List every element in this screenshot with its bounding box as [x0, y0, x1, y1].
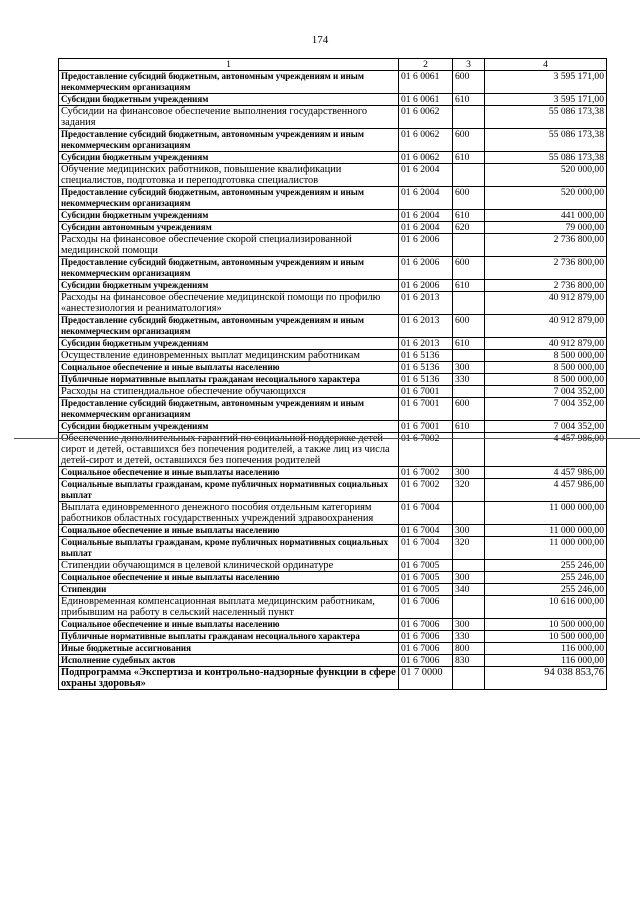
row-amount: 255 246,00: [485, 560, 607, 572]
row-code: 01 6 2006: [399, 280, 453, 292]
row-expense-type: 600: [453, 257, 485, 280]
table-row: [59, 374, 607, 386]
row-code: 01 6 2013: [399, 315, 453, 338]
row-code: 01 6 7004: [399, 537, 453, 560]
row-name: Субсидии бюджетным учреждениям: [59, 152, 399, 164]
row-amount: 7 004 352,00: [485, 398, 607, 421]
table-row: [59, 350, 607, 362]
row-amount: 116 000,00: [485, 655, 607, 667]
row-amount: 520 000,00: [485, 187, 607, 210]
row-name: Расходы на стипендиальное обеспечение обучающихся: [59, 386, 399, 398]
row-amount: 55 086 173,38: [485, 152, 607, 164]
table-row: [59, 292, 607, 315]
table-row: [59, 257, 607, 280]
header-col-2: 2: [399, 59, 453, 71]
row-code: 01 6 7006: [399, 631, 453, 643]
table-row: [59, 502, 607, 525]
table-row: [59, 525, 607, 537]
row-expense-type: 340: [453, 584, 485, 596]
budget-table: [58, 58, 607, 690]
row-name: Осуществление единовременных выплат медицинским работникам: [59, 350, 399, 362]
table-row: [59, 467, 607, 479]
row-amount: 94 038 853,76: [485, 667, 607, 690]
row-name: Субсидии бюджетным учреждениям: [59, 94, 399, 106]
row-code: 01 6 7006: [399, 655, 453, 667]
row-amount: 40 912 879,00: [485, 292, 607, 315]
row-expense-type: [453, 667, 485, 690]
row-expense-type: 300: [453, 572, 485, 584]
row-code: 01 6 0061: [399, 94, 453, 106]
row-code: 01 6 7001: [399, 421, 453, 433]
row-name: Социальное обеспечение и иные выплаты населению: [59, 467, 399, 479]
row-amount: 7 004 352,00: [485, 386, 607, 398]
row-amount: 79 000,00: [485, 222, 607, 234]
row-amount: 2 736 800,00: [485, 280, 607, 292]
row-amount: 55 086 173,38: [485, 106, 607, 129]
row-expense-type: 300: [453, 619, 485, 631]
row-expense-type: 320: [453, 479, 485, 502]
row-code: 01 6 7002: [399, 433, 453, 467]
row-expense-type: 330: [453, 374, 485, 386]
row-expense-type: 610: [453, 421, 485, 433]
row-code: 01 6 0062: [399, 106, 453, 129]
table-row: [59, 655, 607, 667]
table-row: [59, 479, 607, 502]
row-code: 01 6 7005: [399, 584, 453, 596]
row-amount: 3 595 171,00: [485, 94, 607, 106]
row-amount: 4 457 986,00: [485, 433, 607, 467]
table-row: [59, 398, 607, 421]
row-name: Расходы на финансовое обеспечение медицинской помощи по профилю «анестезиология и реаниматология»: [59, 292, 399, 315]
row-name: Обучение медицинских работников, повышение квалификации специалистов, подготовка и переподготовка специалистов: [59, 164, 399, 187]
row-amount: 7 004 352,00: [485, 421, 607, 433]
row-amount: 11 000 000,00: [485, 537, 607, 560]
row-code: 01 6 5136: [399, 350, 453, 362]
row-expense-type: 300: [453, 467, 485, 479]
table-row: [59, 222, 607, 234]
scan-artifact-line: [14, 438, 640, 439]
row-expense-type: [453, 292, 485, 315]
header-col-3: 3: [453, 59, 485, 71]
row-code: 01 6 2013: [399, 292, 453, 315]
table-row: [59, 667, 607, 690]
row-expense-type: 610: [453, 94, 485, 106]
row-code: 01 6 2004: [399, 164, 453, 187]
row-code: 01 6 7006: [399, 643, 453, 655]
row-name: Социальные выплаты гражданам, кроме публичных нормативных социальных выплат: [59, 537, 399, 560]
row-expense-type: [453, 386, 485, 398]
row-expense-type: 830: [453, 655, 485, 667]
row-expense-type: 600: [453, 71, 485, 94]
row-expense-type: [453, 350, 485, 362]
table-row: [59, 315, 607, 338]
row-amount: 40 912 879,00: [485, 338, 607, 350]
row-amount: 255 246,00: [485, 572, 607, 584]
row-amount: 11 000 000,00: [485, 502, 607, 525]
row-amount: 10 500 000,00: [485, 631, 607, 643]
row-name: Предоставление субсидий бюджетным, автономным учреждениям и иным некоммерческим организациям: [59, 187, 399, 210]
row-name: Обеспечение дополнительных гарантий по социальной поддержке детей-сирот и детей, оставшихся без попечения родителей, а также лиц из числа детей-сирот и детей, оставшихся без попечения родителей: [59, 433, 399, 467]
row-amount: 4 457 986,00: [485, 467, 607, 479]
table-row: [59, 164, 607, 187]
row-expense-type: 300: [453, 525, 485, 537]
row-expense-type: [453, 502, 485, 525]
table-row: [59, 234, 607, 257]
row-amount: 55 086 173,38: [485, 129, 607, 152]
row-expense-type: 610: [453, 280, 485, 292]
row-code: 01 6 5136: [399, 362, 453, 374]
page-number: 174: [311, 34, 329, 46]
row-name: Публичные нормативные выплаты гражданам несоциального характера: [59, 631, 399, 643]
row-name: Единовременная компенсационная выплата медицинским работникам, прибывшим на работу в сельский населенный пункт: [59, 596, 399, 619]
table-row: [59, 560, 607, 572]
row-amount: 255 246,00: [485, 584, 607, 596]
row-expense-type: 610: [453, 152, 485, 164]
row-name: Субсидии на финансовое обеспечение выполнения государственного задания: [59, 106, 399, 129]
row-expense-type: 330: [453, 631, 485, 643]
row-code: 01 6 7005: [399, 560, 453, 572]
table-row: [59, 152, 607, 164]
row-code: 01 6 2006: [399, 257, 453, 280]
row-name: Субсидии автономным учреждениям: [59, 222, 399, 234]
row-amount: 3 595 171,00: [485, 71, 607, 94]
header-col-4: 4: [485, 59, 607, 71]
row-name: Предоставление субсидий бюджетным, автономным учреждениям и иным некоммерческим организациям: [59, 398, 399, 421]
row-code: 01 6 2004: [399, 187, 453, 210]
row-name: Стипендии обучающимся в целевой клинической ординатуре: [59, 560, 399, 572]
row-code: 01 6 0062: [399, 129, 453, 152]
table-row: [59, 537, 607, 560]
row-amount: 11 000 000,00: [485, 525, 607, 537]
table-header-row: [59, 59, 607, 71]
table-row: [59, 129, 607, 152]
table-row: [59, 280, 607, 292]
row-code: 01 6 7004: [399, 502, 453, 525]
row-code: 01 7 0000: [399, 667, 453, 690]
row-code: 01 6 7005: [399, 572, 453, 584]
row-name: Социальные выплаты гражданам, кроме публичных нормативных социальных выплат: [59, 479, 399, 502]
table-row: [59, 619, 607, 631]
row-code: 01 6 5136: [399, 374, 453, 386]
row-name: Субсидии бюджетным учреждениям: [59, 280, 399, 292]
row-expense-type: 600: [453, 315, 485, 338]
row-code: 01 6 0062: [399, 152, 453, 164]
table-row: [59, 106, 607, 129]
row-name: Субсидии бюджетным учреждениям: [59, 421, 399, 433]
row-expense-type: [453, 234, 485, 257]
table-row: [59, 210, 607, 222]
row-amount: 520 000,00: [485, 164, 607, 187]
row-name: Социальное обеспечение и иные выплаты населению: [59, 572, 399, 584]
table-row: [59, 421, 607, 433]
row-code: 01 6 2013: [399, 338, 453, 350]
row-expense-type: [453, 560, 485, 572]
table-row: [59, 187, 607, 210]
table-row: [59, 338, 607, 350]
row-amount: 10 616 000,00: [485, 596, 607, 619]
row-name: Предоставление субсидий бюджетным, автономным учреждениям и иным некоммерческим организациям: [59, 315, 399, 338]
row-expense-type: 800: [453, 643, 485, 655]
row-amount: 2 736 800,00: [485, 257, 607, 280]
row-expense-type: [453, 164, 485, 187]
row-amount: 10 500 000,00: [485, 619, 607, 631]
row-name: Подпрограмма «Экспертиза и контрольно-надзорные функции в сфере охраны здоровья»: [59, 667, 399, 690]
table-row: [59, 572, 607, 584]
table-row: [59, 71, 607, 94]
row-amount: 40 912 879,00: [485, 315, 607, 338]
row-expense-type: [453, 596, 485, 619]
row-code: 01 6 7002: [399, 479, 453, 502]
row-amount: 8 500 000,00: [485, 350, 607, 362]
row-expense-type: 300: [453, 362, 485, 374]
row-name: Социальное обеспечение и иные выплаты населению: [59, 525, 399, 537]
row-name: Иные бюджетные ассигнования: [59, 643, 399, 655]
row-amount: 116 000,00: [485, 643, 607, 655]
row-code: 01 6 7004: [399, 525, 453, 537]
table-row: [59, 631, 607, 643]
table-row: [59, 362, 607, 374]
row-code: 01 6 7002: [399, 467, 453, 479]
row-code: 01 6 0061: [399, 71, 453, 94]
row-code: 01 6 2004: [399, 210, 453, 222]
row-expense-type: 610: [453, 210, 485, 222]
row-amount: 441 000,00: [485, 210, 607, 222]
row-code: 01 6 2004: [399, 222, 453, 234]
row-name: Исполнение судебных актов: [59, 655, 399, 667]
row-expense-type: 600: [453, 187, 485, 210]
row-name: Предоставление субсидий бюджетным, автономным учреждениям и иным некоммерческим организациям: [59, 257, 399, 280]
row-name: Выплата единовременного денежного пособия отдельным категориям работников областных государственных учреждений здравоохранения: [59, 502, 399, 525]
row-name: Предоставление субсидий бюджетным, автономным учреждениям и иным некоммерческим организациям: [59, 71, 399, 94]
row-name: Субсидии бюджетным учреждениям: [59, 338, 399, 350]
row-code: 01 6 2006: [399, 234, 453, 257]
row-name: Социальное обеспечение и иные выплаты населению: [59, 619, 399, 631]
row-expense-type: 610: [453, 338, 485, 350]
table-row: [59, 94, 607, 106]
row-name: Стипендии: [59, 584, 399, 596]
row-expense-type: 620: [453, 222, 485, 234]
row-amount: 8 500 000,00: [485, 374, 607, 386]
row-code: 01 6 7001: [399, 386, 453, 398]
row-amount: 4 457 986,00: [485, 479, 607, 502]
row-expense-type: 320: [453, 537, 485, 560]
row-name: Расходы на финансовое обеспечение скорой специализированной медицинской помощи: [59, 234, 399, 257]
header-col-1: 1: [59, 59, 399, 71]
row-expense-type: 600: [453, 129, 485, 152]
row-amount: 2 736 800,00: [485, 234, 607, 257]
table-row: [59, 584, 607, 596]
row-name: Субсидии бюджетным учреждениям: [59, 210, 399, 222]
table-row: [59, 596, 607, 619]
row-expense-type: [453, 106, 485, 129]
row-code: 01 6 7001: [399, 398, 453, 421]
row-name: Публичные нормативные выплаты гражданам несоциального характера: [59, 374, 399, 386]
table-row: [59, 386, 607, 398]
row-amount: 8 500 000,00: [485, 362, 607, 374]
row-expense-type: 600: [453, 398, 485, 421]
row-code: 01 6 7006: [399, 596, 453, 619]
table-row: [59, 643, 607, 655]
row-name: Социальное обеспечение и иные выплаты населению: [59, 362, 399, 374]
row-name: Предоставление субсидий бюджетным, автономным учреждениям и иным некоммерческим организациям: [59, 129, 399, 152]
row-code: 01 6 7006: [399, 619, 453, 631]
